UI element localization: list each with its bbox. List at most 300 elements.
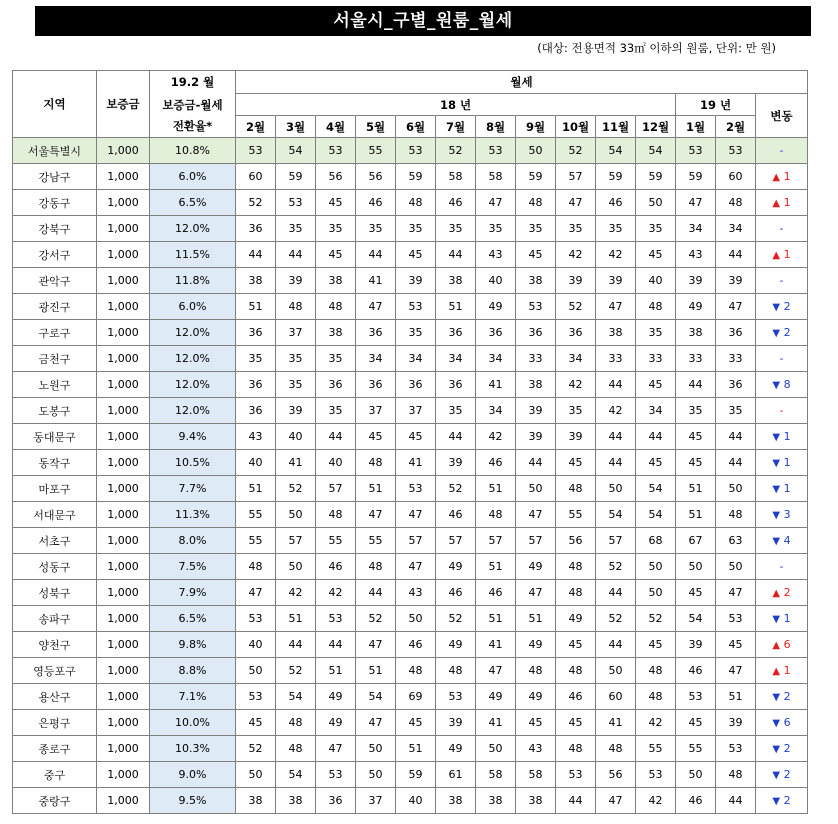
rent-value-cell: 35 bbox=[716, 398, 756, 424]
conversion-rate-cell: 7.9% bbox=[150, 580, 236, 606]
conversion-rate-cell: 9.0% bbox=[150, 762, 236, 788]
rent-value-cell: 53 bbox=[396, 476, 436, 502]
rent-value-cell: 49 bbox=[316, 710, 356, 736]
rent-value-cell: 41 bbox=[276, 450, 316, 476]
change-value: 8 bbox=[783, 378, 791, 391]
region-cell: 서초구 bbox=[13, 528, 97, 554]
rent-value-cell: 44 bbox=[716, 424, 756, 450]
rent-value-cell: 50 bbox=[676, 762, 716, 788]
rent-value-cell: 55 bbox=[556, 502, 596, 528]
rent-value-cell: 48 bbox=[556, 658, 596, 684]
conversion-rate-cell: 6.0% bbox=[150, 164, 236, 190]
rent-value-cell: 50 bbox=[276, 554, 316, 580]
rent-value-cell: 53 bbox=[716, 606, 756, 632]
rent-value-cell: 35 bbox=[636, 216, 676, 242]
rent-value-cell: 46 bbox=[476, 450, 516, 476]
region-cell: 중랑구 bbox=[13, 788, 97, 814]
region-cell: 강북구 bbox=[13, 216, 97, 242]
rent-value-cell: 44 bbox=[436, 424, 476, 450]
rent-value-cell: 39 bbox=[516, 424, 556, 450]
deposit-cell: 1,000 bbox=[97, 554, 150, 580]
rent-value-cell: 42 bbox=[596, 398, 636, 424]
rent-value-cell: 44 bbox=[596, 424, 636, 450]
region-cell: 영등포구 bbox=[13, 658, 97, 684]
rent-value-cell: 36 bbox=[236, 216, 276, 242]
rent-value-cell: 36 bbox=[516, 320, 556, 346]
rent-value-cell: 55 bbox=[316, 528, 356, 554]
rent-value-cell: 53 bbox=[236, 606, 276, 632]
header-region: 지역 bbox=[13, 71, 97, 138]
rent-value-cell: 48 bbox=[316, 502, 356, 528]
rent-value-cell: 45 bbox=[396, 710, 436, 736]
rent-value-cell: 59 bbox=[596, 164, 636, 190]
rent-value-cell: 37 bbox=[356, 788, 396, 814]
table-row bbox=[13, 242, 808, 268]
change-value: 2 bbox=[783, 326, 791, 339]
region-cell: 강서구 bbox=[13, 242, 97, 268]
rent-value-cell: 38 bbox=[236, 268, 276, 294]
rent-value-cell: 35 bbox=[596, 216, 636, 242]
conversion-rate-cell: 10.3% bbox=[150, 736, 236, 762]
rent-value-cell: 48 bbox=[716, 762, 756, 788]
conversion-rate-cell: 7.5% bbox=[150, 554, 236, 580]
rent-value-cell: 50 bbox=[236, 762, 276, 788]
rent-value-cell: 40 bbox=[276, 424, 316, 450]
header-conv-line2: 보증금-월세 bbox=[150, 94, 236, 116]
rent-value-cell: 39 bbox=[556, 424, 596, 450]
rent-value-cell: 54 bbox=[276, 138, 316, 164]
rent-value-cell: 45 bbox=[316, 242, 356, 268]
deposit-cell: 1,000 bbox=[97, 736, 150, 762]
change-cell bbox=[756, 788, 808, 814]
rent-value-cell: 54 bbox=[636, 138, 676, 164]
change-cell bbox=[756, 658, 808, 684]
rent-value-cell: 39 bbox=[276, 398, 316, 424]
down-arrow-icon: ▼ bbox=[772, 770, 781, 781]
rent-value-cell: 49 bbox=[676, 294, 716, 320]
rent-value-cell: 53 bbox=[236, 138, 276, 164]
deposit-cell: 1,000 bbox=[97, 398, 150, 424]
conversion-rate-cell: 7.1% bbox=[150, 684, 236, 710]
change-cell bbox=[756, 268, 808, 294]
rent-value-cell: 44 bbox=[716, 788, 756, 814]
rent-value-cell: 50 bbox=[356, 736, 396, 762]
region-cell: 동대문구 bbox=[13, 424, 97, 450]
rent-value-cell: 53 bbox=[636, 762, 676, 788]
conversion-rate-cell: 9.4% bbox=[150, 424, 236, 450]
page-title: 서울시_구별_원룸_월세 bbox=[333, 11, 513, 31]
region-cell: 강남구 bbox=[13, 164, 97, 190]
rent-value-cell: 54 bbox=[596, 138, 636, 164]
rent-value-cell: 39 bbox=[716, 710, 756, 736]
conversion-rate-cell: 10.5% bbox=[150, 450, 236, 476]
rent-value-cell: 49 bbox=[436, 554, 476, 580]
change-value: 4 bbox=[783, 534, 791, 547]
rent-value-cell: 51 bbox=[476, 476, 516, 502]
region-cell: 양천구 bbox=[13, 632, 97, 658]
rent-value-cell: 35 bbox=[396, 216, 436, 242]
up-arrow-icon: ▲ bbox=[772, 250, 781, 261]
down-arrow-icon: ▼ bbox=[772, 744, 781, 755]
up-arrow-icon: ▲ bbox=[772, 588, 781, 599]
region-cell: 중구 bbox=[13, 762, 97, 788]
rent-value-cell: 44 bbox=[356, 242, 396, 268]
conversion-rate-cell: 12.0% bbox=[150, 216, 236, 242]
rent-value-cell: 53 bbox=[556, 762, 596, 788]
rent-value-cell: 50 bbox=[476, 736, 516, 762]
rent-value-cell: 54 bbox=[636, 476, 676, 502]
rent-value-cell: 56 bbox=[596, 762, 636, 788]
header-month: 11월 bbox=[596, 116, 636, 138]
change-value: - bbox=[779, 560, 784, 573]
rent-value-cell: 45 bbox=[516, 710, 556, 736]
rent-value-cell: 47 bbox=[716, 294, 756, 320]
change-value: - bbox=[779, 404, 784, 417]
rent-value-cell: 33 bbox=[596, 346, 636, 372]
rent-value-cell: 47 bbox=[516, 580, 556, 606]
rent-value-cell: 52 bbox=[596, 554, 636, 580]
deposit-cell: 1,000 bbox=[97, 190, 150, 216]
down-arrow-icon: ▼ bbox=[772, 458, 781, 469]
rent-value-cell: 45 bbox=[636, 372, 676, 398]
conversion-rate-cell: 12.0% bbox=[150, 372, 236, 398]
rent-value-cell: 34 bbox=[676, 216, 716, 242]
rent-value-cell: 45 bbox=[516, 242, 556, 268]
table-row bbox=[13, 268, 808, 294]
conversion-rate-cell: 7.7% bbox=[150, 476, 236, 502]
rent-value-cell: 38 bbox=[516, 268, 556, 294]
header-year18: 18 년 bbox=[236, 94, 676, 116]
change-cell bbox=[756, 242, 808, 268]
rent-value-cell: 35 bbox=[556, 398, 596, 424]
down-arrow-icon: ▼ bbox=[772, 796, 781, 807]
rent-value-cell: 48 bbox=[716, 190, 756, 216]
rent-value-cell: 45 bbox=[236, 710, 276, 736]
rent-value-cell: 43 bbox=[396, 580, 436, 606]
change-cell bbox=[756, 190, 808, 216]
change-cell bbox=[756, 424, 808, 450]
rent-value-cell: 52 bbox=[436, 138, 476, 164]
rent-value-cell: 52 bbox=[236, 190, 276, 216]
rent-value-cell: 36 bbox=[356, 372, 396, 398]
rent-value-cell: 57 bbox=[596, 528, 636, 554]
deposit-cell: 1,000 bbox=[97, 372, 150, 398]
rent-value-cell: 36 bbox=[236, 320, 276, 346]
rent-value-cell: 53 bbox=[316, 606, 356, 632]
header-month: 12월 bbox=[636, 116, 676, 138]
conversion-rate-cell: 12.0% bbox=[150, 398, 236, 424]
rent-value-cell: 52 bbox=[596, 606, 636, 632]
change-cell bbox=[756, 138, 808, 164]
rent-value-cell: 44 bbox=[436, 242, 476, 268]
deposit-cell: 1,000 bbox=[97, 606, 150, 632]
table-row bbox=[13, 632, 808, 658]
rent-value-cell: 53 bbox=[316, 138, 356, 164]
rent-value-cell: 48 bbox=[716, 502, 756, 528]
rent-value-cell: 35 bbox=[436, 398, 476, 424]
up-arrow-icon: ▲ bbox=[772, 640, 781, 651]
change-value: 2 bbox=[783, 586, 791, 599]
deposit-cell: 1,000 bbox=[97, 762, 150, 788]
table-row bbox=[13, 684, 808, 710]
change-cell bbox=[756, 528, 808, 554]
rent-value-cell: 41 bbox=[476, 372, 516, 398]
table-header bbox=[13, 71, 808, 138]
rent-value-cell: 50 bbox=[596, 658, 636, 684]
deposit-cell: 1,000 bbox=[97, 476, 150, 502]
rent-value-cell: 55 bbox=[236, 502, 276, 528]
rent-value-cell: 56 bbox=[356, 164, 396, 190]
rent-value-cell: 46 bbox=[676, 658, 716, 684]
region-cell: 용산구 bbox=[13, 684, 97, 710]
rent-value-cell: 55 bbox=[236, 528, 276, 554]
change-value: - bbox=[779, 352, 784, 365]
table-row bbox=[13, 294, 808, 320]
rent-value-cell: 47 bbox=[236, 580, 276, 606]
header-deposit: 보증금 bbox=[97, 71, 150, 138]
rent-value-cell: 63 bbox=[716, 528, 756, 554]
change-cell bbox=[756, 294, 808, 320]
rent-value-cell: 57 bbox=[396, 528, 436, 554]
rent-value-cell: 38 bbox=[516, 372, 556, 398]
rent-value-cell: 35 bbox=[276, 372, 316, 398]
table-row bbox=[13, 528, 808, 554]
conversion-rate-cell: 8.8% bbox=[150, 658, 236, 684]
rent-value-cell: 35 bbox=[316, 346, 356, 372]
rent-value-cell: 33 bbox=[676, 346, 716, 372]
rent-value-cell: 45 bbox=[676, 580, 716, 606]
rent-value-cell: 48 bbox=[276, 736, 316, 762]
rent-value-cell: 55 bbox=[356, 528, 396, 554]
rent-value-cell: 48 bbox=[636, 684, 676, 710]
rent-value-cell: 47 bbox=[676, 190, 716, 216]
rent-value-cell: 44 bbox=[716, 242, 756, 268]
rent-value-cell: 47 bbox=[356, 710, 396, 736]
table-row bbox=[13, 606, 808, 632]
table-body bbox=[13, 138, 808, 814]
rent-value-cell: 49 bbox=[476, 294, 516, 320]
rent-value-cell: 50 bbox=[716, 554, 756, 580]
deposit-cell: 1,000 bbox=[97, 788, 150, 814]
table-row bbox=[13, 710, 808, 736]
rent-value-cell: 39 bbox=[276, 268, 316, 294]
rent-value-cell: 38 bbox=[316, 268, 356, 294]
deposit-cell: 1,000 bbox=[97, 138, 150, 164]
rent-value-cell: 44 bbox=[596, 580, 636, 606]
rent-value-cell: 47 bbox=[556, 190, 596, 216]
rent-value-cell: 39 bbox=[396, 268, 436, 294]
rent-value-cell: 34 bbox=[716, 216, 756, 242]
rent-value-cell: 51 bbox=[276, 606, 316, 632]
rent-value-cell: 38 bbox=[596, 320, 636, 346]
rent-value-cell: 42 bbox=[556, 372, 596, 398]
rent-value-cell: 48 bbox=[236, 554, 276, 580]
header-month: 2월 bbox=[716, 116, 756, 138]
rent-value-cell: 67 bbox=[676, 528, 716, 554]
rent-value-cell: 55 bbox=[636, 736, 676, 762]
rent-value-cell: 55 bbox=[356, 138, 396, 164]
change-cell bbox=[756, 216, 808, 242]
rent-value-cell: 58 bbox=[476, 164, 516, 190]
rent-value-cell: 45 bbox=[636, 242, 676, 268]
rent-value-cell: 47 bbox=[716, 658, 756, 684]
rent-value-cell: 44 bbox=[596, 632, 636, 658]
rent-value-cell: 39 bbox=[676, 632, 716, 658]
rent-value-cell: 52 bbox=[356, 606, 396, 632]
change-value: 1 bbox=[783, 482, 791, 495]
table-row bbox=[13, 424, 808, 450]
rent-value-cell: 47 bbox=[356, 294, 396, 320]
up-arrow-icon: ▲ bbox=[772, 172, 781, 183]
rent-value-cell: 38 bbox=[316, 320, 356, 346]
rent-value-cell: 53 bbox=[676, 138, 716, 164]
down-arrow-icon: ▼ bbox=[772, 536, 781, 547]
change-value: - bbox=[779, 144, 784, 157]
rent-value-cell: 68 bbox=[636, 528, 676, 554]
down-arrow-icon: ▼ bbox=[772, 692, 781, 703]
change-value: 1 bbox=[783, 612, 791, 625]
rent-value-cell: 51 bbox=[356, 658, 396, 684]
table-row bbox=[13, 658, 808, 684]
rent-value-cell: 36 bbox=[356, 320, 396, 346]
down-arrow-icon: ▼ bbox=[772, 432, 781, 443]
rent-value-cell: 43 bbox=[516, 736, 556, 762]
rent-value-cell: 40 bbox=[316, 450, 356, 476]
rent-value-cell: 48 bbox=[516, 658, 556, 684]
table-row bbox=[13, 554, 808, 580]
rent-value-cell: 59 bbox=[396, 762, 436, 788]
rent-value-cell: 49 bbox=[556, 606, 596, 632]
rent-value-cell: 52 bbox=[276, 476, 316, 502]
rent-value-cell: 41 bbox=[396, 450, 436, 476]
rent-value-cell: 38 bbox=[676, 320, 716, 346]
deposit-cell: 1,000 bbox=[97, 658, 150, 684]
rent-value-cell: 42 bbox=[636, 788, 676, 814]
rent-value-cell: 39 bbox=[556, 268, 596, 294]
conversion-rate-cell: 10.8% bbox=[150, 138, 236, 164]
rent-value-cell: 34 bbox=[356, 346, 396, 372]
rent-value-cell: 48 bbox=[556, 580, 596, 606]
rent-value-cell: 33 bbox=[716, 346, 756, 372]
header-month: 2월 bbox=[236, 116, 276, 138]
deposit-cell: 1,000 bbox=[97, 242, 150, 268]
rent-value-cell: 58 bbox=[476, 762, 516, 788]
rent-value-cell: 57 bbox=[316, 476, 356, 502]
header-month: 7월 bbox=[436, 116, 476, 138]
rent-value-cell: 59 bbox=[516, 164, 556, 190]
rent-value-cell: 39 bbox=[436, 710, 476, 736]
change-value: 1 bbox=[783, 430, 791, 443]
rent-value-cell: 44 bbox=[316, 632, 356, 658]
rent-value-cell: 53 bbox=[396, 138, 436, 164]
rent-value-cell: 34 bbox=[476, 398, 516, 424]
rent-value-cell: 46 bbox=[396, 632, 436, 658]
rent-value-cell: 50 bbox=[636, 554, 676, 580]
rent-value-cell: 45 bbox=[636, 450, 676, 476]
rent-value-cell: 41 bbox=[476, 632, 516, 658]
rent-value-cell: 36 bbox=[436, 320, 476, 346]
rent-value-cell: 44 bbox=[356, 580, 396, 606]
rent-value-cell: 47 bbox=[516, 502, 556, 528]
rent-value-cell: 49 bbox=[516, 632, 556, 658]
rent-value-cell: 45 bbox=[396, 424, 436, 450]
rent-value-cell: 35 bbox=[676, 398, 716, 424]
conversion-rate-cell: 10.0% bbox=[150, 710, 236, 736]
rent-value-cell: 49 bbox=[516, 684, 556, 710]
conversion-rate-cell: 11.8% bbox=[150, 268, 236, 294]
rent-value-cell: 57 bbox=[556, 164, 596, 190]
rent-value-cell: 54 bbox=[276, 762, 316, 788]
rent-value-cell: 49 bbox=[436, 632, 476, 658]
header-month: 10월 bbox=[556, 116, 596, 138]
deposit-cell: 1,000 bbox=[97, 502, 150, 528]
rent-value-cell: 48 bbox=[276, 710, 316, 736]
rent-value-cell: 45 bbox=[676, 450, 716, 476]
deposit-cell: 1,000 bbox=[97, 528, 150, 554]
rent-value-cell: 36 bbox=[316, 788, 356, 814]
rent-value-cell: 34 bbox=[636, 398, 676, 424]
rent-value-cell: 37 bbox=[396, 398, 436, 424]
rent-value-cell: 57 bbox=[276, 528, 316, 554]
rent-value-cell: 39 bbox=[436, 450, 476, 476]
rent-value-cell: 36 bbox=[716, 372, 756, 398]
conversion-rate-cell: 9.5% bbox=[150, 788, 236, 814]
rent-value-cell: 36 bbox=[556, 320, 596, 346]
rent-value-cell: 36 bbox=[716, 320, 756, 346]
region-cell: 구로구 bbox=[13, 320, 97, 346]
region-cell: 성북구 bbox=[13, 580, 97, 606]
rent-value-cell: 53 bbox=[516, 294, 556, 320]
rent-value-cell: 49 bbox=[476, 684, 516, 710]
deposit-cell: 1,000 bbox=[97, 710, 150, 736]
region-cell: 종로구 bbox=[13, 736, 97, 762]
header-month: 3월 bbox=[276, 116, 316, 138]
down-arrow-icon: ▼ bbox=[772, 302, 781, 313]
rent-value-cell: 48 bbox=[556, 476, 596, 502]
deposit-cell: 1,000 bbox=[97, 632, 150, 658]
rent-value-cell: 46 bbox=[356, 190, 396, 216]
table-row bbox=[13, 476, 808, 502]
rent-value-cell: 48 bbox=[316, 294, 356, 320]
rent-value-cell: 51 bbox=[516, 606, 556, 632]
rent-value-cell: 35 bbox=[236, 346, 276, 372]
deposit-cell: 1,000 bbox=[97, 320, 150, 346]
rent-value-cell: 47 bbox=[316, 736, 356, 762]
rent-value-cell: 35 bbox=[316, 216, 356, 242]
region-cell: 동작구 bbox=[13, 450, 97, 476]
change-value: - bbox=[779, 222, 784, 235]
rent-value-cell: 39 bbox=[516, 398, 556, 424]
rent-value-cell: 46 bbox=[436, 580, 476, 606]
rent-value-cell: 45 bbox=[396, 242, 436, 268]
conversion-rate-cell: 8.0% bbox=[150, 528, 236, 554]
rent-value-cell: 48 bbox=[396, 190, 436, 216]
rent-value-cell: 48 bbox=[556, 554, 596, 580]
rent-value-cell: 51 bbox=[396, 736, 436, 762]
rent-value-cell: 34 bbox=[556, 346, 596, 372]
rent-value-cell: 48 bbox=[356, 450, 396, 476]
rent-value-cell: 42 bbox=[316, 580, 356, 606]
rent-value-cell: 45 bbox=[636, 632, 676, 658]
rent-value-cell: 51 bbox=[676, 476, 716, 502]
change-value: 1 bbox=[783, 196, 791, 209]
rent-value-cell: 42 bbox=[636, 710, 676, 736]
header-month: 5월 bbox=[356, 116, 396, 138]
table-row bbox=[13, 164, 808, 190]
rent-value-cell: 44 bbox=[516, 450, 556, 476]
rent-value-cell: 52 bbox=[236, 736, 276, 762]
rent-value-cell: 58 bbox=[436, 164, 476, 190]
